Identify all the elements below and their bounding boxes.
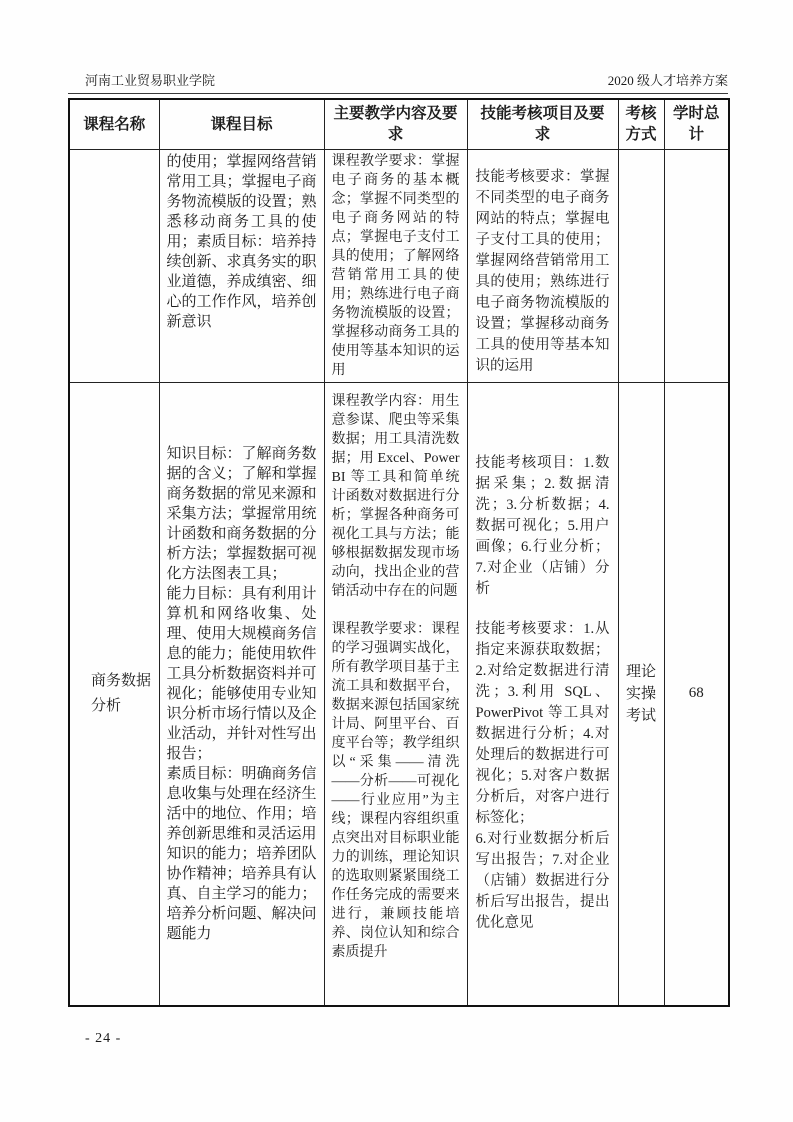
cell-total-hours [664, 149, 729, 382]
page-number: - 24 - [85, 1031, 122, 1046]
assessment-paragraph: 技能考核要求：掌握不同类型的电子商务网站的特点；掌握电子支付工具的使用；掌握网络营销常用工具的使用；熟练进行电子商务物流模版的设置；掌握移动商务工具的使用等基本知识的运用 [475, 168, 610, 374]
objectives-paragraph: 的使用；掌握网络营销常用工具；掌握电子商务物流模版的设置；熟悉移动商务工具的使用；素质目标：培养持续创新、求真务实的职业道德，养成缜密、细心的工作作风，培养创新意识 [166, 153, 317, 330]
content-requirements-paragraph: 课程教学要求：课程的学习强调实战化，所有教学项目基于主流工具和数据平台，数据来源包括国家统计局、阿里平台、百度平台等；教学组织以“采集——清洗——分析——可视化——行业应用”为主线；课程内容组织重点突出对目标职业能力的训练，理论知识的选取则紧紧围绕工作任务完成的需要来进行，兼顾技能培养、岗位认知和综合素质提升 [331, 621, 460, 960]
cell-course-objectives [159, 382, 324, 1006]
col-header-course-name: 课程名称 [69, 99, 159, 149]
course-table [68, 98, 730, 1007]
col-header-teaching-content: 主要教学内容及要求 [324, 99, 467, 149]
assessment-requirements-paragraph-2: 6.对行业数据分析后写出报告；7.对企业（店铺）数据进行分析后写出报告，提出优化意见 [475, 831, 610, 932]
cell-skill-assessment [467, 382, 618, 1006]
objectives-knowledge-paragraph: 知识目标：了解商务数据的含义；了解和掌握商务数据的常见来源和采集方法；掌握常用统计函数和商务数据的分析方法；掌握数据可视化方法图表工具； [166, 445, 317, 582]
col-header-total-hours: 学时总计 [664, 99, 729, 149]
assessment-requirements-paragraph: 技能考核要求：1.从指定来源获取数据；2.对给定数据进行清洗；3.利用 SQL、PowerPivot 等工具对数据进行分析；4.对处理后的数据进行可视化；5.对客户数据分析后，对客户进行标签化； [475, 621, 610, 827]
objectives-ability-paragraph: 能力目标：具有利用计算机和网络收集、处理、使用大规模商务信息的能力；能使用软件工具分析数据资料并可视化；能够使用专业知识分析市场行情以及企业活动，并针对性写出报告； [166, 585, 317, 762]
cell-course-objectives [159, 149, 324, 382]
assessment-items-paragraph: 技能考核项目：1.数据采集；2.数据清洗；3.分析数据；4.数据可视化；5.用户画像；6.行业分析；7.对企业（店铺）分析 [475, 455, 610, 598]
content-paragraph: 课程教学要求：掌握电子商务的基本概念；掌握不同类型的电子商务网站的特点；掌握电子支付工具的使用；了解网络营销常用工具的使用；熟练进行电子商务物流模版的设置；掌握移动商务工具的使用等基本知识的运用 [331, 153, 460, 378]
cell-assessment-method [618, 149, 664, 382]
cell-assessment-method: 理论实操考试 [618, 382, 664, 1006]
col-header-course-objectives: 课程目标 [159, 99, 324, 149]
table-header-row [69, 99, 729, 149]
page-header [68, 73, 728, 94]
cell-course-name [69, 149, 159, 382]
cell-skill-assessment [467, 149, 618, 382]
objectives-quality-paragraph: 素质目标：明确商务信息收集与处理在经济生活中的地位、作用；培养创新思维和灵活运用知识的能力；培养团队协作精神；培养具有认真、自主学习的能力；培养分析问题、解决问题能力 [166, 765, 317, 942]
header-school-name: 河南工业贸易职业学院 [85, 73, 216, 88]
col-header-skill-assessment: 技能考核项目及要求 [467, 99, 618, 149]
cell-course-name: 商务数据分析 [69, 382, 159, 1006]
col-header-assessment-method: 考核方式 [618, 99, 664, 149]
content-paragraph: 课程教学内容：用生意参谋、爬虫等采集数据；用工具清洗数据；用 Excel、Power BI 等工具和简单统计函数对数据进行分析；掌握各种商务可视化工具与方法；能够根据数据发现市场动向，找出企业的营销活动中存在的问题 [331, 393, 460, 599]
header-document-title: 2020 级人才培养方案 [607, 73, 728, 88]
table-row-continued [69, 149, 729, 382]
cell-teaching-content [324, 382, 467, 1006]
cell-teaching-content [324, 149, 467, 382]
table-row-business-data-analysis [69, 382, 729, 1006]
cell-total-hours: 68 [664, 382, 729, 1006]
